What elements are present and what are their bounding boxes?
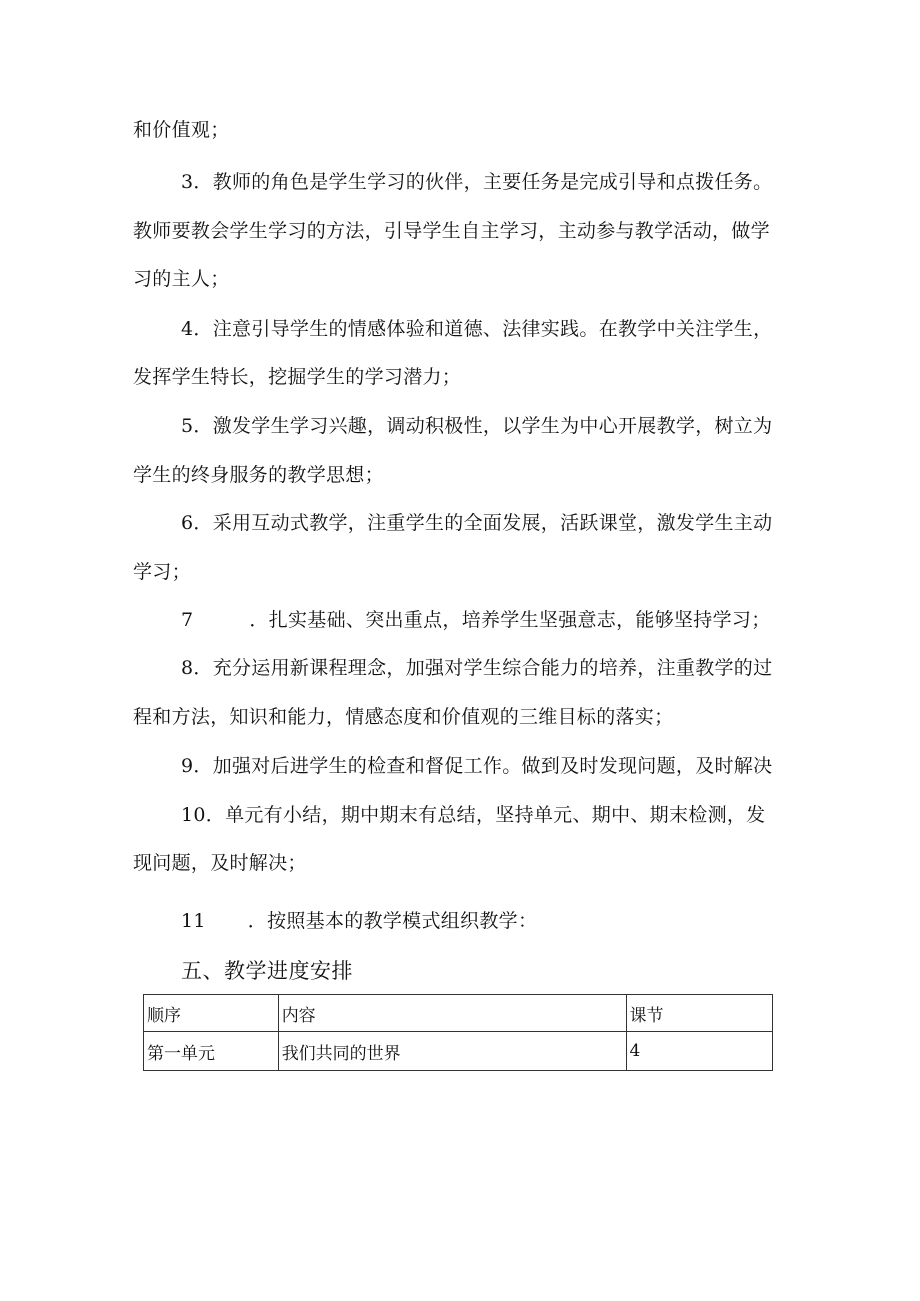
section-heading: 五、教学进度安排 bbox=[181, 959, 353, 983]
item-number: 7 bbox=[181, 609, 194, 631]
header-cell-content: 内容 bbox=[278, 995, 626, 1032]
paragraph-line: 发挥学生特长，挖掘学生的学习潜力； bbox=[133, 366, 462, 388]
paragraph-line: 6．采用互动式教学，注重学生的全面发展，活跃课堂，激发学生主动 bbox=[181, 512, 773, 534]
paragraph-line: 3．教师的角色是学生学习的伙伴，主要任务是完成引导和点拨任务。 bbox=[181, 171, 773, 193]
paragraph-line: 学生的终身服务的教学思想； bbox=[133, 464, 384, 486]
list-item-11 bbox=[181, 909, 537, 933]
table-header-row bbox=[144, 995, 773, 1032]
paragraph-line: 10．单元有小结，期中期末有总结，坚持单元、期中、期末检测，发 bbox=[181, 804, 766, 826]
cell-lessons: 4 bbox=[626, 1032, 772, 1071]
cell-order: 第一单元 bbox=[144, 1032, 279, 1071]
paragraph-line: 学习； bbox=[133, 561, 191, 583]
header-cell-lessons: 课节 bbox=[626, 995, 772, 1032]
paragraph-line: 程和方法，知识和能力，情感态度和价值观的三维目标的落实； bbox=[133, 706, 674, 728]
item-text: ．扎实基础、突出重点，培养学生坚强意志，能够坚持学习； bbox=[249, 609, 771, 631]
paragraph-line: 习的主人； bbox=[133, 268, 230, 290]
item-number: 11 bbox=[181, 910, 206, 932]
schedule-table bbox=[143, 994, 773, 1071]
paragraph-line: 现问题，及时解决； bbox=[133, 852, 307, 874]
list-item-7 bbox=[181, 608, 771, 632]
paragraph-line: 8．充分运用新课程理念，加强对学生综合能力的培养，注重教学的过 bbox=[181, 657, 773, 679]
item-text: ．按照基本的教学模式组织教学： bbox=[247, 910, 538, 932]
paragraph-line: 4．注意引导学生的情感体验和道德、法律实践。在教学中关注学生， bbox=[181, 318, 773, 340]
cell-content: 我们共同的世界 bbox=[278, 1032, 626, 1071]
header-cell-order: 顺序 bbox=[144, 995, 279, 1032]
paragraph-line: 和价值观； bbox=[133, 119, 230, 141]
paragraph-line: 教师要教会学生学习的方法，引导学生自主学习，主动参与教学活动，做学 bbox=[133, 220, 770, 242]
paragraph-line: 9．加强对后进学生的检查和督促工作。做到及时发现问题，及时解决 bbox=[181, 755, 773, 777]
table-row bbox=[144, 1032, 773, 1071]
paragraph-line: 5．激发学生学习兴趣，调动积极性，以学生为中心开展教学，树立为 bbox=[181, 415, 773, 437]
